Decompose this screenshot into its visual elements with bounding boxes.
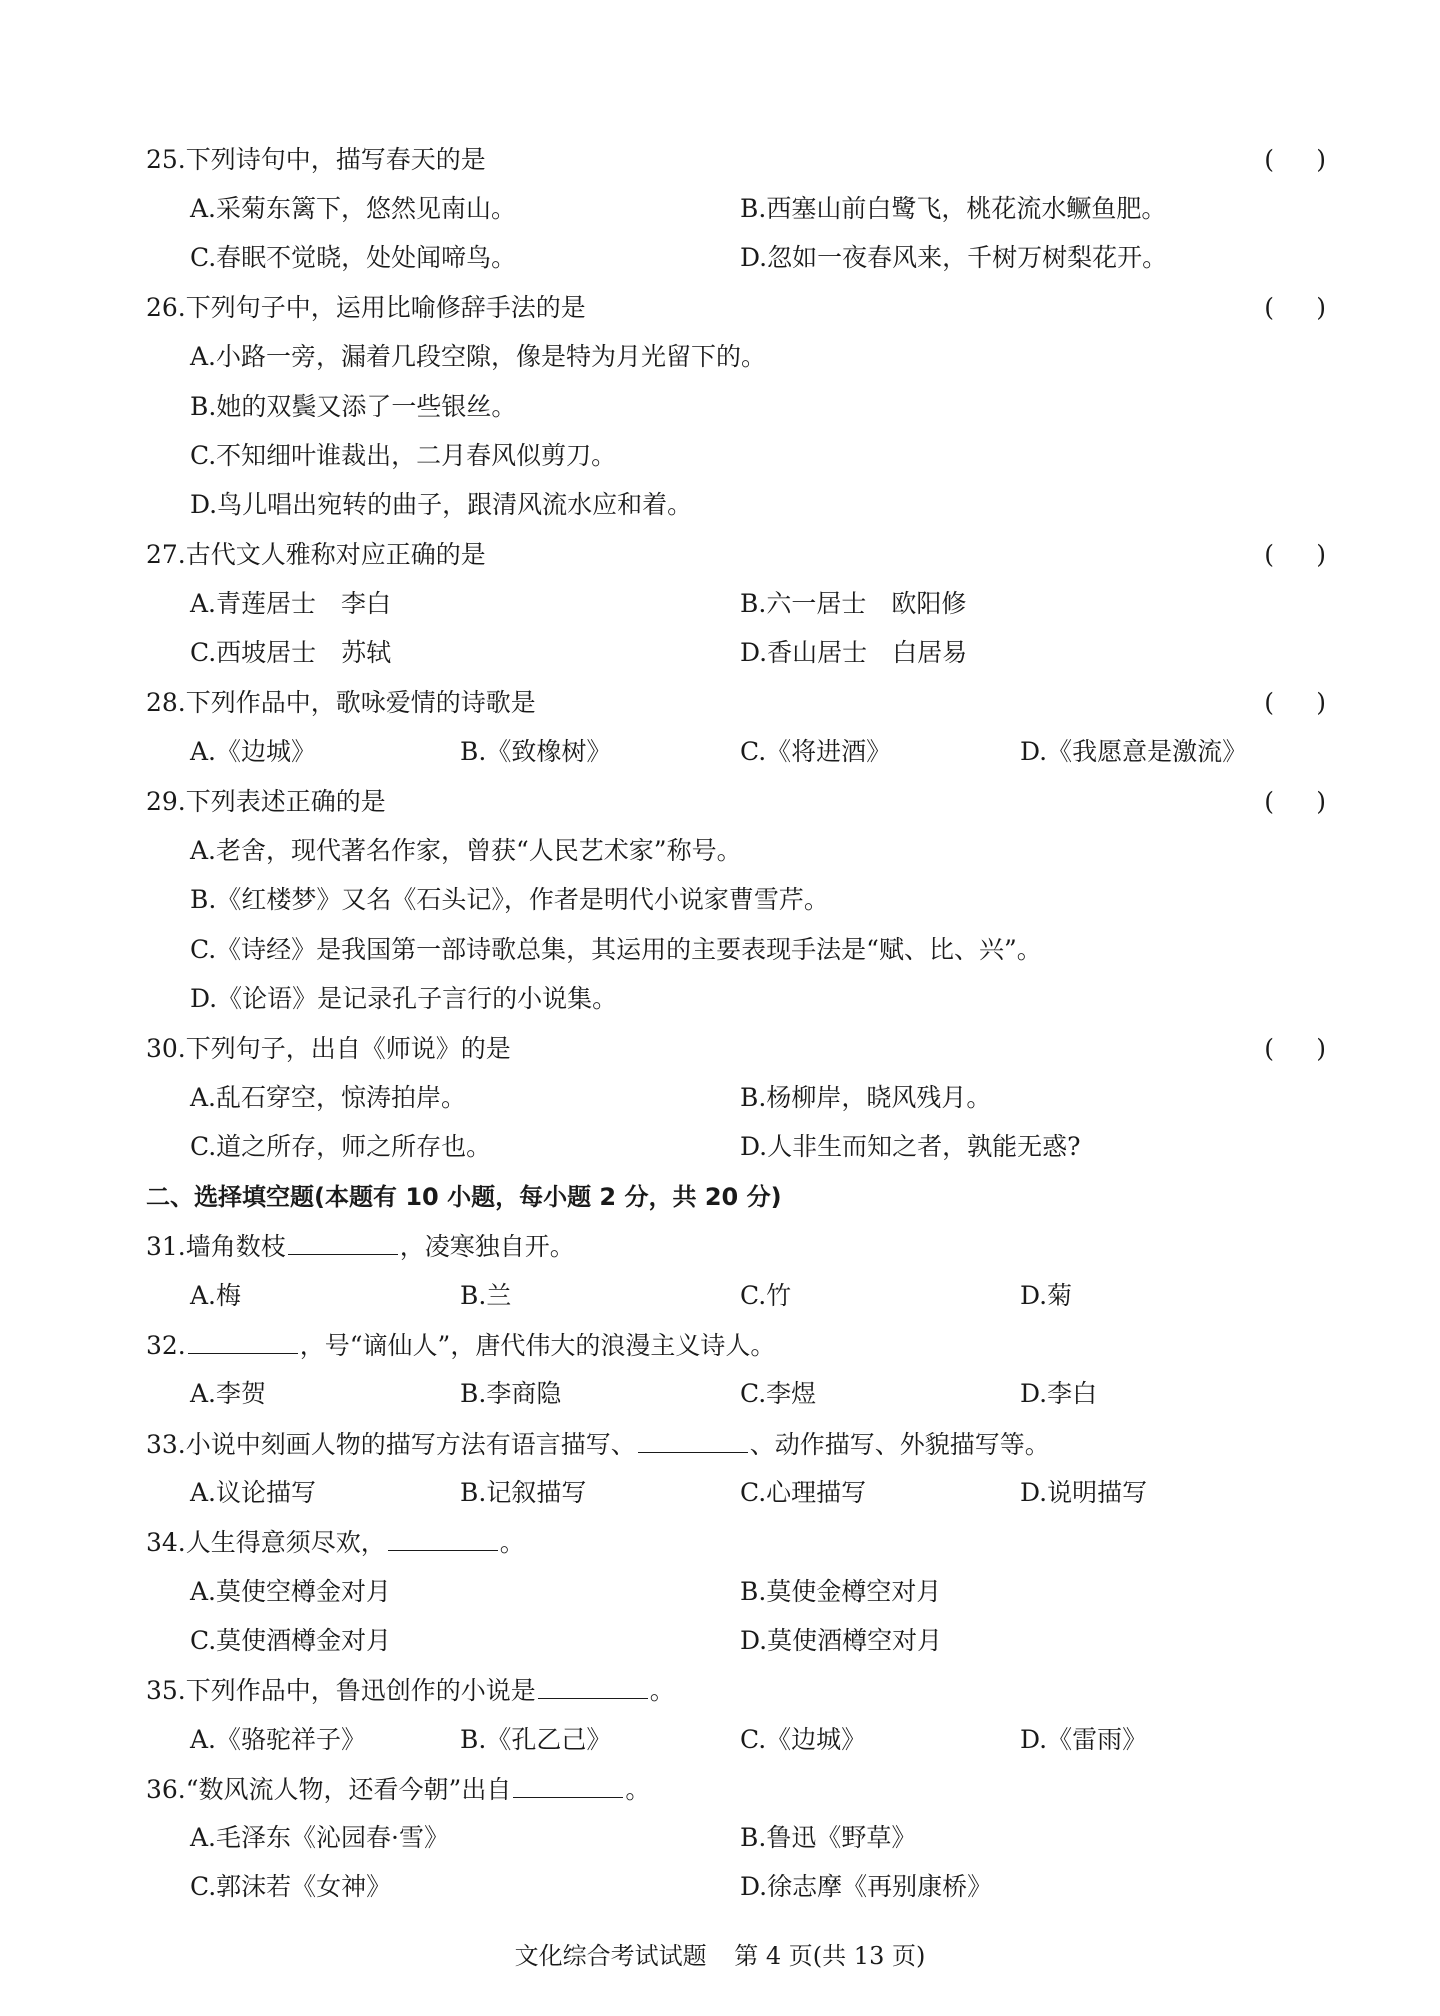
fill-blank[interactable] (288, 1226, 398, 1255)
fill-blank[interactable] (538, 1670, 648, 1699)
options-row (190, 1720, 1370, 1760)
option-b: B.《红楼梦》又名《石头记》，作者是明代小说家曹雪芹。 (190, 885, 829, 914)
option-b: B.鲁迅《野草》 (740, 1823, 917, 1852)
option-c: C.郭沫若《女神》 (190, 1872, 392, 1901)
options-row (190, 1078, 1370, 1118)
question-stem: 下列诗句中，描写春天的是 (185, 145, 486, 174)
option-c: C.春眠不觉晓，处处闻啼鸟。 (190, 243, 517, 272)
question-27: 27.古代文人雅称对应正确的是 ( ) (146, 540, 1326, 569)
question-36: 36.“数风流人物，还看今朝”出自 。 (146, 1769, 1326, 1809)
option-c: C.道之所存，师之所存也。 (190, 1132, 492, 1161)
question-28: 28.下列作品中，歌咏爱情的诗歌是 ( ) (146, 688, 1326, 717)
question-32: 32. ，号“谪仙人”，唐代伟大的浪漫主义诗人。 (146, 1325, 1326, 1365)
question-31: 31.墙角数枝 ，凌寒独自开。 (146, 1226, 1326, 1266)
options-row (190, 1621, 1370, 1661)
question-number: 25. (146, 145, 186, 174)
options-row (190, 1867, 1370, 1907)
options-row (190, 633, 1370, 673)
option-b: B.兰 (460, 1281, 512, 1310)
question-35: 35.下列作品中，鲁迅创作的小说是 。 (146, 1670, 1326, 1710)
option-a: A.《边城》 (190, 737, 317, 766)
question-stem: 古代文人雅称对应正确的是 (185, 540, 486, 569)
fill-blank[interactable] (388, 1522, 498, 1551)
question-34: 34.人生得意须尽欢， 。 (146, 1522, 1326, 1562)
option-a: A.莫使空樽金对月 (190, 1577, 392, 1606)
option-c: C.不知细叶谁裁出，二月春风似剪刀。 (190, 441, 617, 470)
option-b: B.李商隐 (460, 1379, 562, 1408)
option-b: B.《孔乙己》 (460, 1725, 612, 1754)
question-25: 25.下列诗句中，描写春天的是 ( ) (146, 145, 1326, 174)
options-row (190, 1473, 1370, 1513)
fill-blank[interactable] (188, 1325, 298, 1354)
question-number: 29. (146, 787, 186, 816)
options-row (190, 1818, 1370, 1858)
options-row (190, 732, 1370, 772)
option-b: B.杨柳岸，晓风残月。 (740, 1083, 992, 1112)
options-row (190, 1374, 1370, 1414)
option-d: D.菊 (1020, 1281, 1073, 1310)
option-d: D.《论语》是记录孔子言行的小说集。 (190, 984, 618, 1013)
option-a: A.青莲居士 李白 (190, 589, 392, 618)
question-number: 30. (146, 1034, 186, 1063)
options-row (190, 238, 1370, 278)
option-d: D.《我愿意是激流》 (1020, 737, 1248, 766)
option-c: C.心理描写 (740, 1478, 867, 1507)
option-c: C.竹 (740, 1281, 792, 1310)
options-row (190, 1572, 1370, 1612)
fill-blank[interactable] (513, 1769, 623, 1798)
options-row (190, 1127, 1370, 1167)
option-b: B.六一居士 欧阳修 (740, 589, 967, 618)
fill-blank[interactable] (638, 1424, 748, 1453)
option-b: B.记叙描写 (460, 1478, 587, 1507)
page-footer (0, 1936, 1440, 1976)
option-d: D.人非生而知之者，孰能无惑? (740, 1132, 1081, 1161)
footer-page-number: 第 4 页(共 13 页) (734, 1942, 926, 1970)
question-26: 26.下列句子中，运用比喻修辞手法的是 ( ) (146, 293, 1326, 322)
option-c: C.李煜 (740, 1379, 817, 1408)
option-d: D.鸟儿唱出宛转的曲子，跟清风流水应和着。 (190, 490, 693, 519)
option-d: D.香山居士 白居易 (740, 638, 968, 667)
option-a: A.乱石穿空，惊涛拍岸。 (190, 1083, 467, 1112)
option-d: D.莫使酒樽空对月 (740, 1626, 943, 1655)
option-c: C.《将进酒》 (740, 737, 892, 766)
option-b: B.《致橡树》 (460, 737, 612, 766)
option-b: B.她的双鬓又添了一些银丝。 (190, 392, 517, 421)
option-d: D.忽如一夜春风来，千树万树梨花开。 (740, 243, 1168, 272)
question-stem: 下列句子中，运用比喻修辞手法的是 (185, 293, 586, 322)
question-33: 33.小说中刻画人物的描写方法有语言描写、 、动作描写、外貌描写等。 (146, 1424, 1326, 1464)
options-row (190, 1276, 1370, 1316)
question-number: 27. (146, 540, 186, 569)
question-stem: 下列句子，出自《师说》的是 (185, 1034, 511, 1063)
footer-title: 文化综合考试试题 (514, 1942, 707, 1970)
option-a: A.毛泽东《沁园春·雪》 (190, 1823, 449, 1852)
option-d: D.《雷雨》 (1020, 1725, 1148, 1754)
option-d: D.说明描写 (1020, 1478, 1148, 1507)
option-c: C.《边城》 (740, 1725, 867, 1754)
option-a: A.采菊东篱下，悠然见南山。 (190, 194, 517, 223)
option-d: D.徐志摩《再别康桥》 (740, 1872, 993, 1901)
options-row (190, 584, 1370, 624)
option-c: C.西坡居士 苏轼 (190, 638, 392, 667)
option-c: C.莫使酒樽金对月 (190, 1626, 392, 1655)
option-d: D.李白 (1020, 1379, 1098, 1408)
option-b: B.西塞山前白鹭飞，桃花流水鳜鱼肥。 (740, 194, 1167, 223)
option-a: A.老舍，现代著名作家，曾获“人民艺术家”称号。 (190, 836, 742, 865)
question-stem: 下列作品中，歌咏爱情的诗歌是 (185, 688, 536, 717)
question-30: 30.下列句子，出自《师说》的是 ( ) (146, 1034, 1326, 1063)
question-number: 28. (146, 688, 186, 717)
question-stem: 下列表述正确的是 (185, 787, 386, 816)
option-c: C.《诗经》是我国第一部诗歌总集，其运用的主要表现手法是“赋、比、兴”。 (190, 935, 1042, 964)
option-a: A.议论描写 (190, 1478, 317, 1507)
option-a: A.小路一旁，漏着几段空隙，像是特为月光留下的。 (190, 342, 767, 371)
option-a: A.梅 (190, 1281, 242, 1310)
option-b: B.莫使金樽空对月 (740, 1577, 942, 1606)
option-a: A.《骆驼祥子》 (190, 1725, 367, 1754)
question-number: 26. (146, 293, 186, 322)
options-row (190, 189, 1370, 229)
section-heading: 二、选择填空题(本题有 10 小题，每小题 2 分，共 20 分) (146, 1183, 782, 1211)
question-29: 29.下列表述正确的是 ( ) (146, 787, 1326, 816)
option-a: A.李贺 (190, 1379, 267, 1408)
